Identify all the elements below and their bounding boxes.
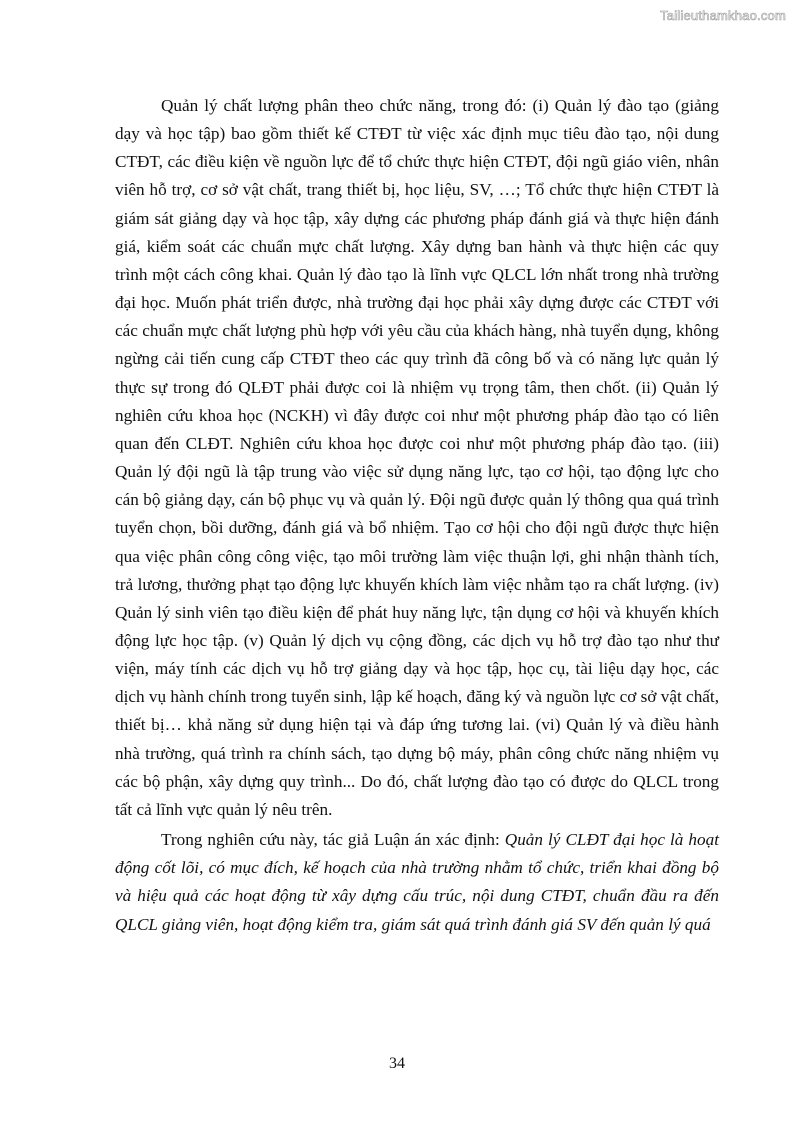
page-number: 34 — [389, 1055, 405, 1072]
watermark-text: Tailieuthamkhao.com — [660, 8, 786, 23]
document-body — [115, 92, 719, 939]
definition-intro: Trong nghiên cứu này, tác giả Luận án xác định: — [161, 830, 505, 850]
paragraph-quality-management-functions: Quản lý chất lượng phân theo chức năng, trong đó: (i) Quản lý đào tạo (giảng dạy và học tập) bao gồm thiết kế CTĐT từ việc xác định mục tiêu đào tạo, nội dung CTĐT, các điều kiện về nguồn lực để tổ chức thực hiện CTĐT, đội ngũ giáo viên, nhân viên hỗ trợ, cơ sở vật chất, trang thiết bị, học liệu, SV, …; Tổ chức thực hiện CTĐT là giám sát giảng dạy và học tập, xây dựng các phương pháp đánh giá và thực hiện đánh giá, kiểm soát các chuẩn mực chất lượng. Xây dựng ban hành và thực hiện các quy trình một cách công khai. Quản lý đào tạo là lĩnh vực QLCL lớn nhất trong nhà trường đại học. Muốn phát triển được, nhà trường đại học phải xây dựng được các CTĐT với các chuẩn mực chất lượng phù hợp với yêu cầu của khách hàng, nhà tuyển dụng, không ngừng cải tiến cung cấp CTĐT theo các quy trình đã công bố và có năng lực quản lý thực sự trong đó QLĐT phải được coi là nhiệm vụ trọng tâm, then chốt. (ii) Quản lý nghiên cứu khoa học (NCKH) vì đây được coi như một phương pháp đào tạo có liên quan đến CLĐT. Nghiên cứu khoa học được coi như một phương pháp đào tạo. (iii) Quản lý đội ngũ là tập trung vào việc sử dụng năng lực, tạo cơ hội, tạo động lực cho cán bộ giảng dạy, cán bộ phục vụ và quản lý. Đội ngũ được quản lý thông qua quá trình tuyển chọn, bồi dưỡng, đánh giá và bổ nhiệm. Tạo cơ hội cho đội ngũ được thực hiện qua việc phân công công việc, tạo môi trường làm việc thuận lợi, ghi nhận thành tích, trả lương, thưởng phạt tạo động lực khuyến khích làm việc nhằm tạo ra chất lượng. (iv) Quản lý sinh viên tạo điều kiện để phát huy năng lực, tận dụng cơ hội và khuyến khích động lực học tập. (v) Quản lý dịch vụ cộng đồng, các dịch vụ hỗ trợ đào tạo như thư viện, máy tính các dịch vụ hỗ trợ giảng dạy và học tập, học cụ, tài liệu dạy học, các dịch vụ hành chính trong tuyển sinh, lập kế hoạch, đăng ký và nguồn lực cơ sở vật chất, thiết bị… khả năng sử dụng hiện tại và đáp ứng tương lai. (vi) Quản lý và điều hành nhà trường, quá trình ra chính sách, tạo dựng bộ máy, phân công chức năng nhiệm vụ các bộ phận, xây dựng quy trình... Do đó, chất lượng đào tạo có được do QLCL trong tất cả lĩnh vực quản lý nêu trên. — [115, 96, 719, 819]
definition-italic: Quản lý CLĐT đại học là hoạt động cốt lõi, có mục đích, kế hoạch của nhà trường nhằm tổ chức, triển khai đồng bộ và hiệu quả các hoạt động từ xây dựng cấu trúc, nội dung CTĐT, chuẩn đầu ra đến QLCL giảng viên, hoạt động kiểm tra, giám sát quá trình đánh giá SV đến quản lý quá — [115, 830, 719, 934]
paragraph-author-definition — [115, 826, 719, 939]
